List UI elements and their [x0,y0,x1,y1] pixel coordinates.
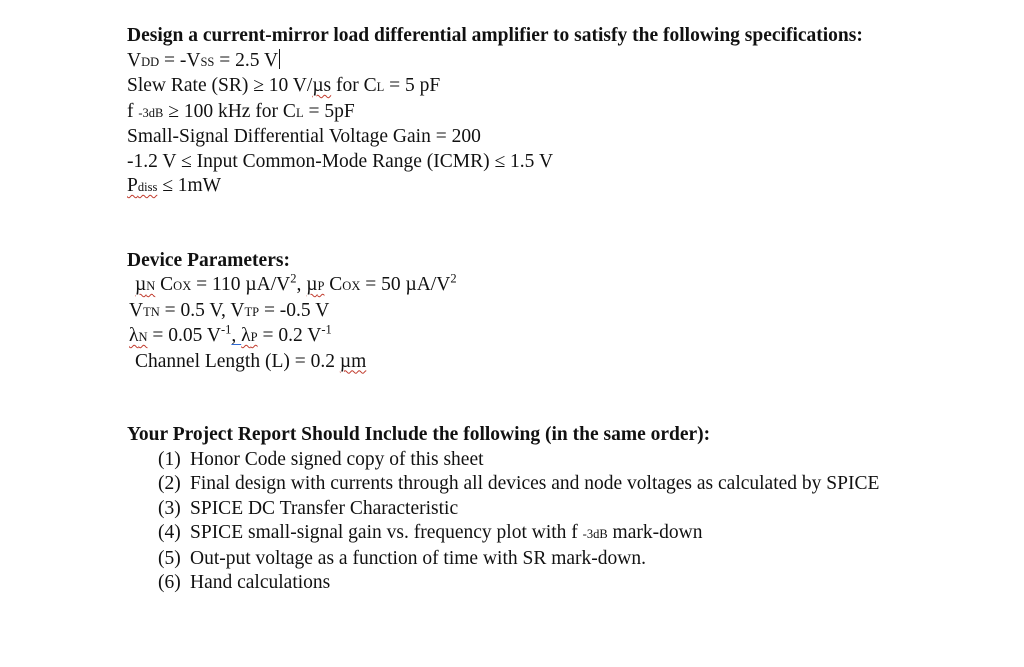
mu-p-value: = 50 µA/V [360,274,451,295]
spec-heading: Design a current-mirror load differential amplifier to satisfy the following specifications: [127,25,863,46]
vdd-label: V [127,49,142,71]
lambda-p-symbol: λ [241,325,251,346]
channel-length-text: Channel Length (L) = 0.2 [135,350,340,372]
report-list [127,448,987,596]
spec-power [127,174,987,200]
cox-label: C [324,274,343,295]
slew-rate-unit: µs [312,75,332,96]
f3db-load-value: = 5pF [303,100,355,122]
pdiss-label-group [127,175,157,196]
lambda-n-subscript: N [138,330,148,344]
vtn-label: V [129,299,144,321]
list-item [158,472,987,497]
spec-slew-rate [127,74,987,100]
mu-p-subscript: P [317,279,325,293]
vss-subscript: SS [200,54,215,69]
list-text: Hand calculations [190,572,331,593]
mu-p-group [306,274,324,295]
mu-n-symbol: µ [135,274,147,295]
f3db-load-subscript: L [295,105,304,120]
lambda-n-value: = 0.05 V [147,325,221,346]
f3db-subscript: -3dB [138,105,164,120]
cox-label: C [155,274,174,295]
cox-subscript: OX [173,279,192,293]
list-item [158,448,987,473]
square-superscript: 2 [290,271,297,286]
list-item [158,521,987,547]
pdiss-subscript: diss [137,180,158,194]
document-page [127,24,987,596]
list-item [158,571,987,596]
vtp-value: = -0.5 V [259,299,330,321]
vtp-subscript: TP [244,304,260,319]
slew-load-value: = 5 pF [384,75,441,96]
list-number: (6) [158,572,181,593]
list-text: Out-put voltage as a function of time with SR mark-down. [190,547,647,569]
list-item [158,497,987,522]
f3db-label: f [127,100,139,122]
param-mobility [129,273,987,299]
list-text: Final design with currents through all devices and node voltages as calculated by SPICE [190,473,880,494]
params-heading: Device Parameters: [127,249,290,271]
list-number: (2) [158,473,181,494]
cox-subscript: OX [342,279,361,293]
list-number: (5) [158,547,181,569]
lambda-n-symbol: λ [129,325,139,346]
inverse-superscript: -1 [220,322,232,337]
inverse-superscript: -1 [321,322,332,337]
list-number: (4) [158,522,181,543]
mu-n-group [135,274,155,295]
vtn-subscript: TN [143,304,160,319]
vtn-value: = 0.5 V, V [159,299,245,321]
list-text: SPICE DC Transfer Characteristic [190,497,459,519]
param-channel-length [129,350,987,375]
list-item [158,547,987,572]
pdiss-value: ≤ 1mW [157,175,222,196]
spec-supply [127,49,987,75]
mu-n-subscript: N [146,279,156,293]
device-parameters [127,273,987,374]
slew-load-subscript: L [376,80,385,94]
list-text-part: mark-down [607,522,703,543]
lambda-p-value: = 0.2 V [257,325,322,346]
slew-rate-text: Slew Rate (SR) ≥ 10 V/ [127,75,313,96]
f3db-text: ≥ 100 kHz for C [163,100,296,122]
vss-label: = -V [159,49,201,71]
list-text-part: SPICE small-signal gain vs. frequency plot with f [190,522,583,543]
text-cursor [279,49,280,69]
supply-value: = 2.5 V [214,49,279,71]
spec-icmr: -1.2 V ≤ Input Common-Mode Range (ICMR) ≤ 1.5 V [127,150,554,172]
list-text [190,521,987,547]
separator: , [231,325,242,346]
param-lambda [129,324,987,350]
channel-length-unit: µm [339,350,367,372]
list-number: (3) [158,497,181,519]
param-threshold [129,299,987,325]
spec-bandwidth [127,100,987,126]
pdiss-label: P [127,175,138,196]
mu-n-value: = 110 µA/V [191,274,291,295]
square-superscript: 2 [450,271,457,286]
lambda-p-subscript: P [250,330,258,344]
report-heading: Your Project Report Should Include the following (in the same order): [127,424,711,445]
f3db-subscript: -3dB [582,527,608,541]
list-number: (1) [158,448,181,470]
list-text: Honor Code signed copy of this sheet [190,448,484,470]
mu-p-symbol: µ [306,274,318,295]
separator: , [296,274,307,295]
vdd-subscript: DD [141,54,160,69]
lambda-p-group [241,325,257,346]
spec-gain: Small-Signal Differential Voltage Gain = 200 [127,126,481,147]
slew-load-label: for C [331,75,377,96]
lambda-n-group [129,325,148,346]
